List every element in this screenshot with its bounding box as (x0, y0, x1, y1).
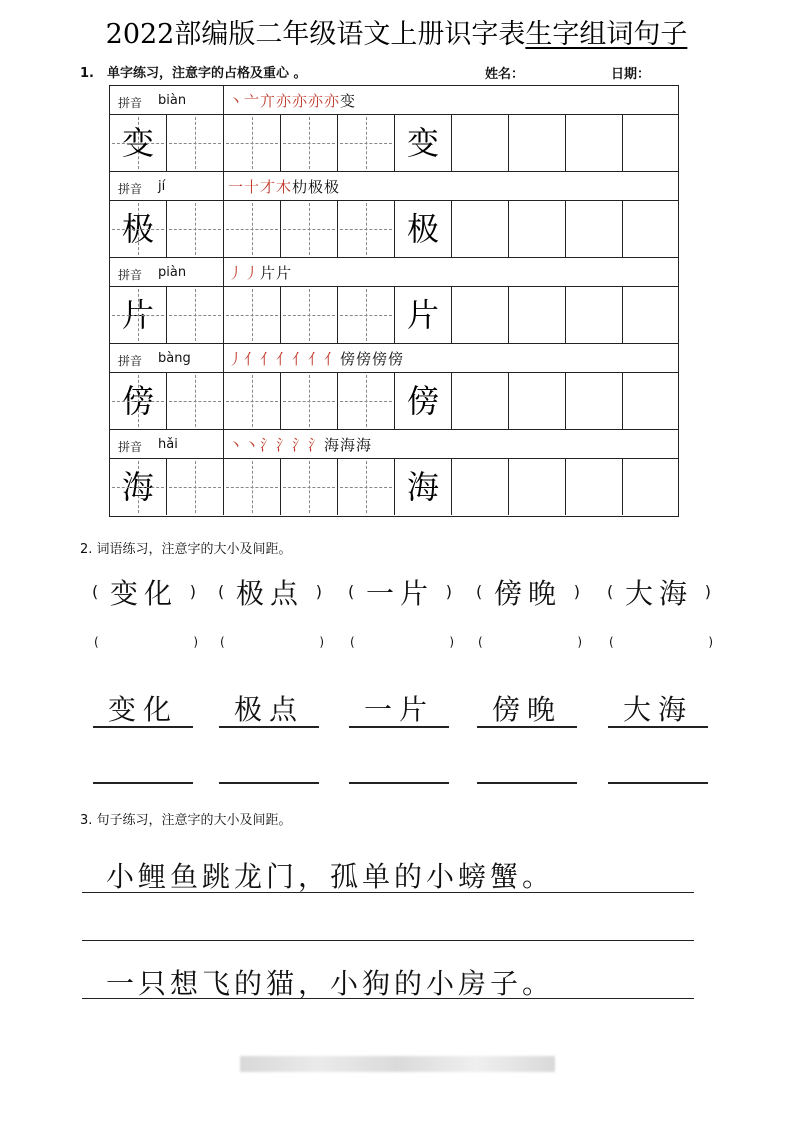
paren-close: ) (708, 635, 713, 649)
stroke-order-tail: 片片 (260, 264, 293, 282)
model-char-cell (110, 115, 167, 171)
model-char: 片 (406, 296, 439, 334)
writing-cell (623, 201, 679, 257)
char-row (110, 201, 678, 258)
pinyin-label: 拼音 (118, 268, 143, 282)
pinyin-row (110, 86, 678, 115)
writing-cell (566, 287, 623, 343)
model-char: 变 (121, 124, 154, 162)
paren-open: ( (92, 582, 99, 601)
section-1-label: 1. 单字练习，注意字的占格及重心 。 (80, 66, 307, 81)
blurred-footer (240, 1056, 555, 1072)
trace-word (608, 686, 708, 728)
model-char-cell (110, 201, 167, 257)
paren-close: ) (315, 582, 322, 601)
paren-open: ( (350, 635, 355, 649)
model-char-cell (395, 459, 452, 515)
writing-cell (281, 373, 338, 429)
writing-cell (452, 115, 509, 171)
model-char: 极 (406, 210, 439, 248)
trace-word-text: 傍晚 (491, 693, 562, 726)
writing-cell (509, 373, 566, 429)
trace-word (477, 686, 577, 728)
writing-cell (509, 201, 566, 257)
stroke-order-red: 丿丿 (228, 264, 261, 282)
pinyin-row (110, 258, 678, 287)
pinyin-text: piàn (158, 265, 187, 280)
writing-cell (452, 373, 509, 429)
model-char: 片 (121, 296, 154, 334)
writing-cell (623, 287, 679, 343)
writing-cell (509, 287, 566, 343)
paren-open: ( (476, 582, 483, 601)
blank-parens (94, 635, 198, 655)
blank-parens (350, 635, 454, 655)
paren-open: ( (609, 635, 614, 649)
word-with-parens (476, 572, 580, 612)
title-underlined: 生字组词句子 (525, 19, 688, 50)
blank-line (93, 782, 193, 784)
model-char-cell (110, 373, 167, 429)
paren-close: ) (189, 582, 196, 601)
pinyin-row (110, 172, 678, 201)
paren-close: ) (193, 635, 198, 649)
char-row (110, 287, 678, 344)
writing-cell (623, 115, 679, 171)
pinyin-text: bàng (158, 351, 191, 366)
writing-cell (623, 373, 679, 429)
stroke-order (228, 434, 372, 455)
model-char-cell (395, 287, 452, 343)
word-with-parens (218, 572, 322, 612)
pinyin-text: biàn (158, 93, 187, 108)
stroke-order (228, 348, 404, 369)
pinyin-label: 拼音 (118, 440, 143, 454)
stroke-order (228, 176, 340, 197)
section-3-label: 3. 句子练习，注意字的大小及间距。 (80, 813, 292, 828)
stroke-order-red: 丿亻亻亻亻亻亻 (228, 350, 341, 368)
paren-open: ( (94, 635, 99, 649)
sentence-2: 一只想飞的猫，小狗的小房子。 (106, 967, 555, 1000)
model-char: 傍 (121, 382, 154, 420)
trace-word (349, 686, 449, 728)
sentence-line (82, 892, 694, 893)
model-char-cell (110, 287, 167, 343)
model-char: 海 (121, 468, 154, 506)
model-char-cell (110, 459, 167, 515)
paren-close: ) (449, 635, 454, 649)
pinyin-row (110, 344, 678, 373)
pinyin-label: 拼音 (118, 182, 143, 196)
writing-cell (452, 287, 509, 343)
stroke-order-tail: 朸极极 (292, 178, 341, 196)
stroke-order (228, 262, 292, 283)
writing-cell (566, 115, 623, 171)
writing-cell (566, 373, 623, 429)
writing-cell (167, 459, 224, 515)
word: 大海 (624, 577, 693, 610)
sentence-line (82, 998, 694, 999)
model-char-cell (395, 115, 452, 171)
writing-cell (509, 115, 566, 171)
writing-cell (338, 287, 395, 343)
writing-cell (566, 201, 623, 257)
page-title (0, 12, 793, 51)
paren-close: ) (704, 582, 711, 601)
model-char: 变 (406, 124, 439, 162)
pinyin-label: 拼音 (118, 354, 143, 368)
model-char-cell (395, 201, 452, 257)
word-with-parens (607, 572, 711, 612)
writing-cell (338, 201, 395, 257)
blank-line (608, 782, 708, 784)
word-with-parens (348, 572, 452, 612)
trace-word-text: 一片 (363, 693, 434, 726)
name-label: 姓名： (485, 67, 525, 82)
writing-cell (224, 373, 281, 429)
trace-word-text: 极点 (233, 693, 304, 726)
writing-cell (167, 201, 224, 257)
stroke-order-red: 一十才木 (228, 178, 293, 196)
paren-close: ) (445, 582, 452, 601)
writing-cell (224, 115, 281, 171)
model-char: 海 (406, 468, 439, 506)
stroke-order-tail: 傍傍傍傍 (340, 350, 405, 368)
writing-cell (338, 459, 395, 515)
word: 变化 (109, 577, 178, 610)
writing-cell (224, 287, 281, 343)
sentence-1: 小鲤鱼跳龙门，孤单的小螃蟹。 (106, 860, 555, 893)
stroke-order-tail: 海海海 (324, 436, 373, 454)
paren-close: ) (319, 635, 324, 649)
trace-word (219, 686, 319, 728)
word: 一片 (365, 577, 434, 610)
stroke-order-red: 丶亠亣亦亦亦亦 (228, 92, 341, 110)
character-grid (109, 85, 679, 517)
paren-open: ( (607, 582, 614, 601)
trace-word-text: 变化 (107, 693, 178, 726)
paren-open: ( (478, 635, 483, 649)
blank-parens (609, 635, 713, 655)
writing-cell (338, 373, 395, 429)
writing-cell (224, 459, 281, 515)
blank-line (219, 782, 319, 784)
writing-cell (167, 373, 224, 429)
char-row (110, 115, 678, 172)
writing-cell (623, 459, 679, 515)
writing-cell (566, 459, 623, 515)
paren-open: ( (220, 635, 225, 649)
stroke-order (228, 90, 356, 111)
writing-cell (167, 115, 224, 171)
section-2-label: 2. 词语练习，注意字的大小及间距。 (80, 542, 292, 557)
trace-word-text: 大海 (622, 693, 693, 726)
model-char: 极 (121, 210, 154, 248)
blank-line (349, 782, 449, 784)
date-label: 日期： (611, 67, 651, 82)
writing-cell (338, 115, 395, 171)
paren-close: ) (577, 635, 582, 649)
pinyin-row (110, 430, 678, 459)
trace-word (93, 686, 193, 728)
stroke-order-tail: 变 (340, 92, 357, 110)
writing-cell (509, 459, 566, 515)
blank-parens (220, 635, 324, 655)
writing-cell (281, 201, 338, 257)
writing-cell (281, 459, 338, 515)
writing-cell (167, 287, 224, 343)
pinyin-label: 拼音 (118, 96, 143, 110)
pinyin-text: jí (158, 179, 166, 194)
word-with-parens (92, 572, 196, 612)
writing-cell (452, 201, 509, 257)
writing-cell (452, 459, 509, 515)
pinyin-text: hǎi (158, 437, 178, 452)
word: 极点 (235, 577, 304, 610)
model-char: 傍 (406, 382, 439, 420)
title-main: 2022部编版二年级语文上册识字表 (105, 19, 526, 50)
writing-cell (224, 201, 281, 257)
stroke-order-red: 丶丶氵氵氵氵 (228, 436, 325, 454)
paren-open: ( (218, 582, 225, 601)
paren-close: ) (573, 582, 580, 601)
sentence-line (82, 940, 694, 941)
word: 傍晚 (493, 577, 562, 610)
char-row (110, 373, 678, 430)
writing-cell (281, 115, 338, 171)
blank-line (477, 782, 577, 784)
paren-open: ( (348, 582, 355, 601)
char-row (110, 459, 678, 516)
writing-cell (281, 287, 338, 343)
blank-parens (478, 635, 582, 655)
model-char-cell (395, 373, 452, 429)
